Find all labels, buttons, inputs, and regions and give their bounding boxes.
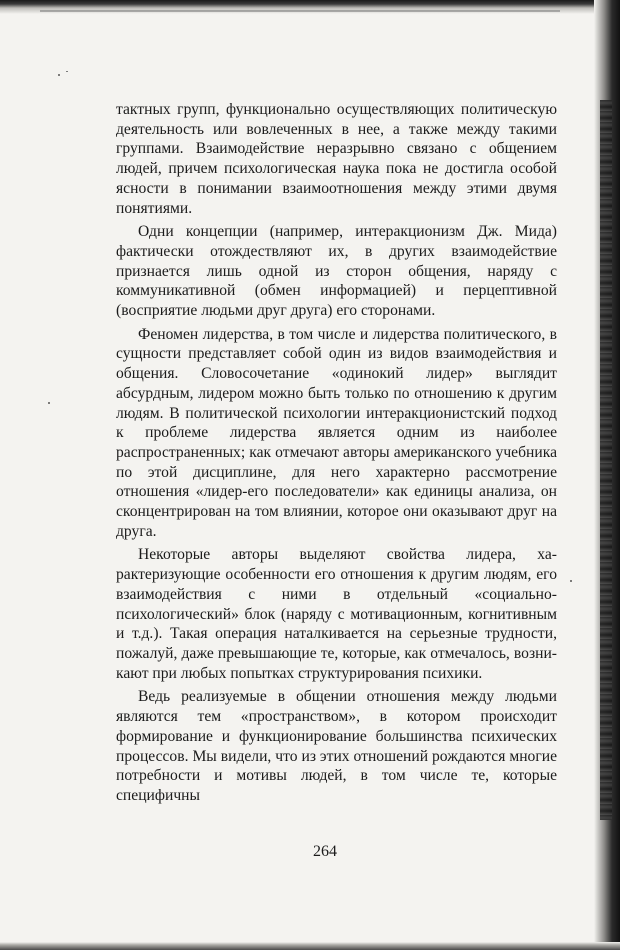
scan-speck (66, 71, 68, 72)
scan-top-streak (40, 10, 560, 12)
scan-speck (570, 580, 572, 582)
scan-speck (48, 402, 50, 404)
paragraph: Некоторые авторы выделяют свойства лидера, характеризующие особенности его отношения к другим людям, его взаимодействия с ними в отдельный «социально-психологический» блок (наряду с мотивационным, когнитивным и т.д.). Такая операция наталкивается на серьезные трудности, пожалуй, даже превышающие те, которые, как отмечалось, возникают при любых попытках структурирования психики. (116, 546, 557, 682)
scan-right-binding-shadow (600, 100, 612, 820)
paragraph: Одни концепции (например, интеракционизм Дж. Мида) фактически отождествляют их, в других взаимодействие признается лишь одной из сторон общения, наряду с коммуникативной (обмен информацией) и перцептивной (восприятие людьми друг друга) его сторонами. (116, 223, 557, 320)
scan-bottom-edge (0, 942, 620, 950)
paragraph: Ведь реализуемые в общении отношения между людьми являются тем «пространством», в котором происходит формирование и функционирование большинства психических процессов. Мы видели, что из этих отношений рождаются многие потребности и мотивы людей, в том числе те, которые специфичны (116, 688, 557, 804)
paragraph: Феномен лидерства, в том числе и лидерства политического, в сущности представляет собой один из видов взаимодействия и общения. Словосочетание «одинокий лидер» выглядит абсурдным, лидером можно быть только по отношению к другим людям. В политической психологии интеракционистский подход к проблеме лидерства является одним из наиболее распространенных; как отмечают авторы американского учебника по этой дисциплине, для него характерно рассмотрение отношения «лидер-его последователи» как единицы анализа, он сконцентрирован на том влиянии, которое они оказывают друг на друга. (116, 325, 557, 540)
book-page-text (116, 100, 557, 806)
scan-speck (58, 74, 60, 76)
page-number: 264 (313, 843, 337, 860)
paragraph: тактных групп, функционально осуществляющих политическую деятельность или вовлеченных в нее, а также между такими группами. Взаимодействие неразрывно связано с общением людей, причем психологическая наука пока не достигла особой ясности в понимании взаимоотношения между этими двумя понятиями. (116, 101, 557, 217)
